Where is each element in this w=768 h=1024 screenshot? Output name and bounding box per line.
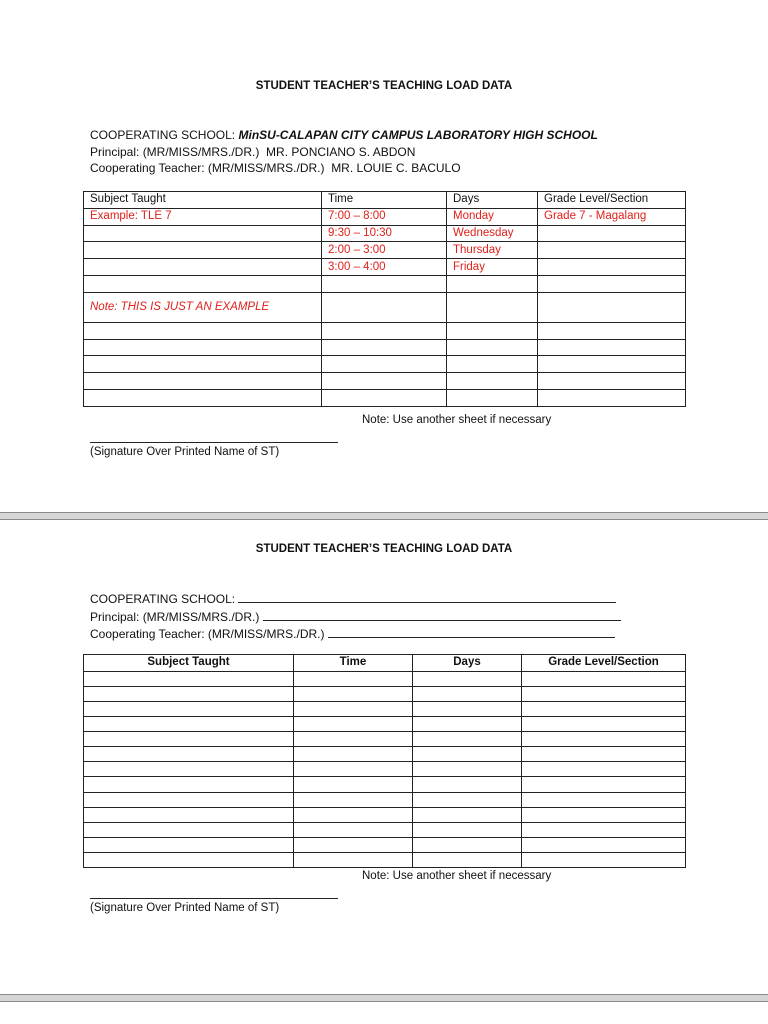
table-row: [84, 225, 686, 242]
table-row: [84, 242, 686, 259]
table-row: [84, 701, 686, 716]
example-grade: Grade 7 - Magalang: [538, 208, 686, 225]
table-row: [84, 837, 686, 852]
school-blank: [238, 590, 616, 603]
teacher-label: Cooperating Teacher: (MR/MISS/MRS./DR.): [90, 627, 325, 641]
table-row: [84, 259, 686, 276]
header-time: Time: [322, 192, 447, 209]
table-row: [84, 807, 686, 822]
teacher-value: MR. LOUIE C. BACULO: [331, 161, 461, 175]
table-row: [84, 322, 686, 339]
example-time: 9:30 – 10:30: [322, 225, 447, 242]
header-subject: Subject Taught: [84, 655, 294, 672]
example-day: Monday: [447, 208, 538, 225]
table-row: [84, 373, 686, 390]
use-another-sheet-note: Note: Use another sheet if necessary: [362, 870, 552, 882]
table-row: [84, 292, 686, 322]
school-info: [90, 590, 621, 643]
example-time: 2:00 – 3:00: [322, 242, 447, 259]
form-sheet-2: [0, 520, 768, 994]
table-row: [84, 686, 686, 701]
table-header-row: [84, 192, 686, 209]
page-separator: [0, 994, 768, 1002]
teacher-label: Cooperating Teacher: (MR/MISS/MRS./DR.): [90, 161, 325, 175]
example-note: Note: THIS IS JUST AN EXAMPLE: [84, 292, 322, 322]
next-page-edge: [0, 1002, 768, 1024]
table-row: [84, 792, 686, 807]
table-row: [84, 356, 686, 373]
school-label: COOPERATING SCHOOL:: [90, 128, 236, 142]
teaching-load-table: [83, 191, 686, 407]
table-row: [84, 671, 686, 686]
example-day: Wednesday: [447, 225, 538, 242]
table-row: [84, 208, 686, 225]
table-row: [84, 822, 686, 837]
signature-label: (Signature Over Printed Name of ST): [90, 446, 280, 458]
example-time: 3:00 – 4:00: [322, 259, 447, 276]
header-days: Days: [447, 192, 538, 209]
principal-label: Principal: (MR/MISS/MRS./DR.): [90, 144, 260, 159]
table-row: [84, 852, 686, 867]
page-separator: [0, 512, 768, 520]
example-subject: Example: TLE 7: [84, 208, 322, 225]
table-row: [84, 717, 686, 732]
principal-blank: [263, 608, 621, 621]
principal-value: MR. PONCIANO S. ABDON: [266, 144, 416, 159]
signature-line: [90, 898, 338, 899]
example-day: Friday: [447, 259, 538, 276]
example-time: 7:00 – 8:00: [322, 208, 447, 225]
form-title: STUDENT TEACHER’S TEACHING LOAD DATA: [255, 80, 513, 92]
teaching-load-table: [83, 654, 686, 868]
use-another-sheet-note: Note: Use another sheet if necessary: [362, 414, 552, 426]
header-days: Days: [413, 655, 522, 672]
form-title: STUDENT TEACHER’S TEACHING LOAD DATA: [255, 543, 513, 555]
table-row: [84, 732, 686, 747]
principal-label: Principal: (MR/MISS/MRS./DR.): [90, 609, 260, 624]
header-time: Time: [294, 655, 413, 672]
school-value: MinSU-CALAPAN CITY CAMPUS LABORATORY HIGH SCHOOL: [238, 128, 598, 142]
teacher-blank: [328, 625, 615, 638]
table-row: [84, 762, 686, 777]
table-row: [84, 777, 686, 792]
table-header-row: [84, 655, 686, 672]
table-row: [84, 389, 686, 406]
header-grade: Grade Level/Section: [538, 192, 686, 209]
header-subject: Subject Taught: [84, 192, 322, 209]
school-info: [90, 127, 598, 177]
table-row: [84, 747, 686, 762]
signature-label: (Signature Over Printed Name of ST): [90, 902, 280, 914]
table-row: [84, 339, 686, 356]
example-day: Thursday: [447, 242, 538, 259]
header-grade: Grade Level/Section: [522, 655, 686, 672]
signature-line: [90, 442, 338, 443]
school-label: COOPERATING SCHOOL:: [90, 592, 236, 606]
table-row: [84, 275, 686, 292]
